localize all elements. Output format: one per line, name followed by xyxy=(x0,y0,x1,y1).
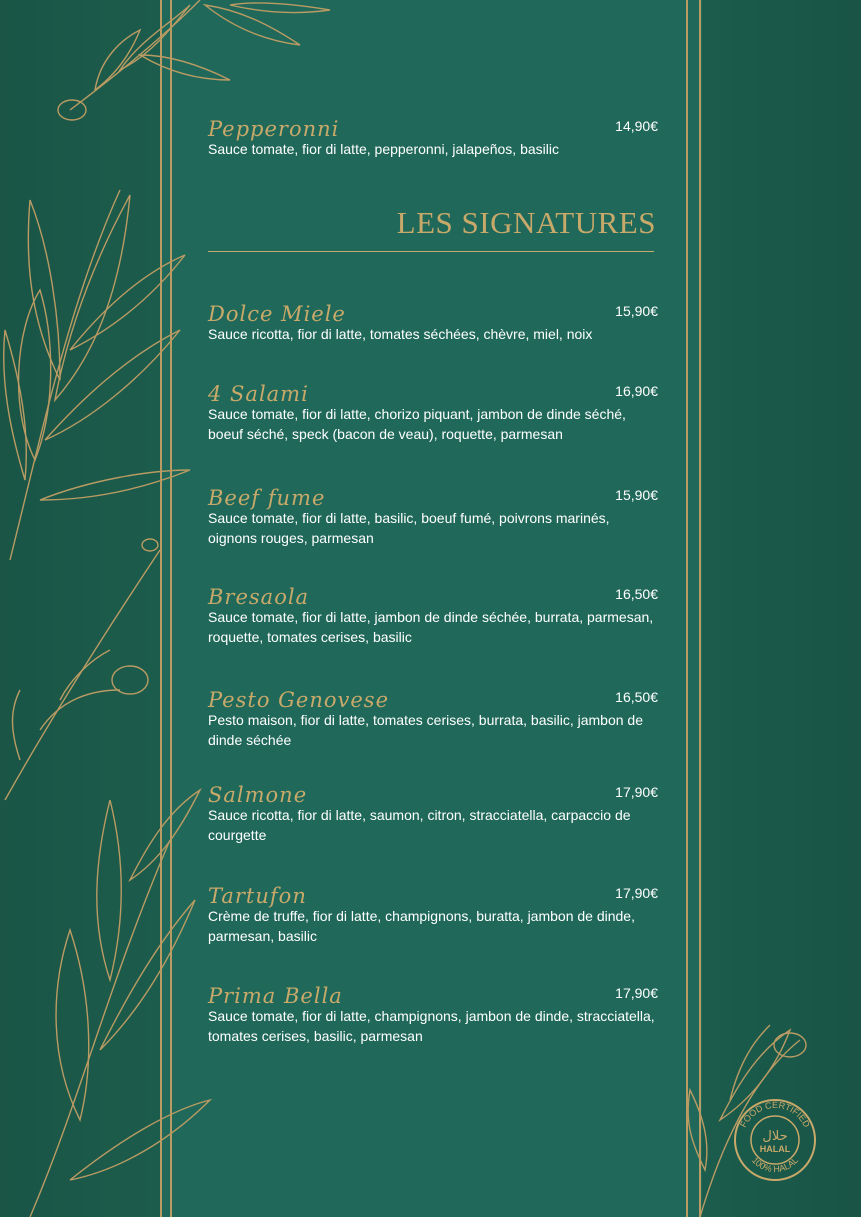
item-description: Sauce tomate, fior di latte, chorizo piquant, jambon de dinde séché, boeuf séché, speck (bacon de veau), roquette, parmesan xyxy=(208,406,626,442)
item-name: Pesto Genovese xyxy=(208,688,390,712)
item-name: Tartufon xyxy=(208,884,307,908)
item-price: 17,90€ xyxy=(615,985,658,1001)
item-price: 16,50€ xyxy=(615,586,658,602)
menu-item xyxy=(208,688,658,750)
item-price: 17,90€ xyxy=(615,784,658,800)
item-name: Beef fume xyxy=(208,486,326,510)
item-name: Pepperonni xyxy=(208,117,340,141)
item-description: Sauce ricotta, fior di latte, tomates séchées, chèvre, miel, noix xyxy=(208,326,593,342)
item-description: Pesto maison, fior di latte, tomates cerises, burrata, basilic, jambon de dinde séchée xyxy=(208,712,643,748)
badge-center-text: HALAL xyxy=(759,1144,791,1154)
item-price: 15,90€ xyxy=(615,487,658,503)
badge-top-text: FOOD CERTIFIED xyxy=(738,1099,812,1129)
item-name: Prima Bella xyxy=(208,984,343,1008)
item-price: 15,90€ xyxy=(615,303,658,319)
item-price: 14,90€ xyxy=(615,118,658,134)
item-name: Bresaola xyxy=(208,585,310,609)
item-price: 17,90€ xyxy=(615,885,658,901)
menu-item xyxy=(208,984,658,1046)
title-divider xyxy=(208,251,654,252)
item-description: Sauce ricotta, fior di latte, saumon, citron, stracciatella, carpaccio de courgette xyxy=(208,807,631,843)
menu-item xyxy=(208,117,658,159)
menu-item xyxy=(208,783,658,845)
badge-arabic-text: حلال xyxy=(762,1129,788,1144)
menu-item xyxy=(208,486,658,548)
menu-item xyxy=(208,585,658,647)
item-name: 4 Salami xyxy=(208,382,309,406)
item-description: Sauce tomate, fior di latte, jambon de dinde séchée, burrata, parmesan, roquette, tomates cerises, basilic xyxy=(208,609,654,645)
item-price: 16,90€ xyxy=(615,383,658,399)
menu-item xyxy=(208,382,658,444)
badge-bottom-text: 100% HALAL xyxy=(749,1155,801,1175)
section-title: LES SIGNATURES xyxy=(396,205,656,240)
item-name: Salmone xyxy=(208,783,308,807)
item-description: Crème de truffe, fior di latte, champignons, buratta, jambon de dinde, parmesan, basilic xyxy=(208,908,635,944)
menu-item xyxy=(208,884,658,946)
item-description: Sauce tomate, fior di latte, basilic, boeuf fumé, poivrons marinés, oignons rouges, parmesan xyxy=(208,510,610,546)
item-description: Sauce tomate, fior di latte, pepperonni, jalapeños, basilic xyxy=(208,141,559,157)
menu-item xyxy=(208,302,658,344)
halal-certified-badge xyxy=(733,1098,817,1182)
item-price: 16,50€ xyxy=(615,689,658,705)
item-description: Sauce tomate, fior di latte, champignons, jambon de dinde, stracciatella, tomates cerises, basilic, parmesan xyxy=(208,1008,655,1044)
item-name: Dolce Miele xyxy=(208,302,346,326)
